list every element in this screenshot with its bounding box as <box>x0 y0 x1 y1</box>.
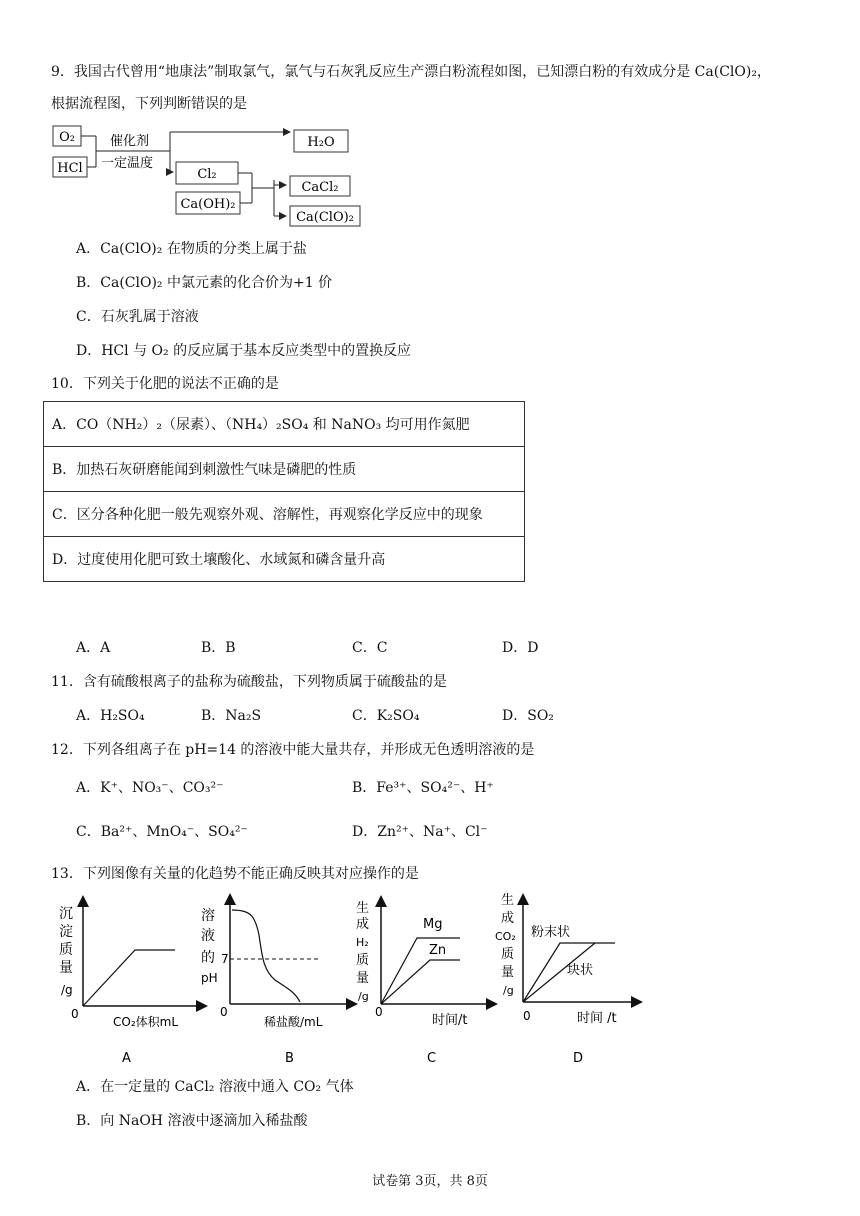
graph-c-zn-label: Zn <box>429 943 447 958</box>
q9-option-c: C．石灰乳属于溶液 <box>76 309 199 325</box>
graph-a-ylabel-3: 质 <box>59 942 73 958</box>
o2-label: O₂ <box>59 130 75 145</box>
q10-answer-b: B．B <box>201 640 236 656</box>
temperature-label: 一定温度 <box>101 156 154 171</box>
cacl2-label: CaCl₂ <box>301 180 339 195</box>
graph-c <box>356 898 495 1066</box>
graph-d-xlabel: 时间 /t <box>577 1011 617 1026</box>
q13-option-a: A．在一定量的 CaCl₂ 溶液中通入 CO₂ 气体 <box>76 1079 354 1095</box>
graph-d-powder-label: 粉末状 <box>531 925 571 940</box>
graph-c-origin: 0 <box>375 1005 383 1019</box>
q11-stem: 11．含有硫酸根离子的盐称为硫酸盐，下列物质属于硫酸盐的是 <box>51 674 447 690</box>
graph-c-mg-label: Mg <box>423 917 443 932</box>
graph-b-seven: 7 <box>221 952 229 966</box>
graph-c-xlabel: 时间/t <box>432 1013 468 1028</box>
q12-option-a: A．K⁺、NO₃⁻、CO₃²⁻ <box>76 780 224 796</box>
graph-d-ylabel-1: 生 <box>501 893 515 908</box>
catalyst-label: 催化剂 <box>110 134 150 149</box>
q12-stem: 12．下列各组离子在 pH=14 的溶液中能大量共存，并形成无色透明溶液的是 <box>51 742 535 758</box>
q10-answer-a: A．A <box>76 640 111 656</box>
q10-row-a: A．CO（NH₂）₂（尿素）、（NH₄）₂SO₄ 和 NaNO₃ 均可用作氮肥 <box>44 402 525 447</box>
graph-d-ylabel-3: CO₂ <box>495 930 516 943</box>
graph-d-ylabel-5: 量 <box>501 965 515 980</box>
graph-c-ylabel-5: 量 <box>356 971 370 986</box>
graph-d <box>495 892 640 1066</box>
q10-answer-d: D．D <box>502 640 539 656</box>
q11-option-d: D．SO₂ <box>502 708 554 724</box>
graph-d-origin: 0 <box>523 1009 531 1023</box>
q13-option-b: B．向 NaOH 溶液中逐滴加入稀盐酸 <box>76 1113 308 1129</box>
q10-row-c: C．区分各种化肥一般先观察外观、溶解性，再观察化学反应中的现象 <box>44 492 525 537</box>
q10-row-d: D．过度使用化肥可致土壤酸化、水域氮和磷含量升高 <box>44 537 525 582</box>
q10-answer-c: C．C <box>352 640 388 656</box>
graph-d-ylabel-6: /g <box>503 984 514 997</box>
graph-c-ylabel-3: H₂ <box>356 936 369 949</box>
graph-d-ylabel-4: 质 <box>501 947 515 962</box>
caoh2-label: Ca(OH)₂ <box>180 197 236 212</box>
h2o-label: H₂O <box>307 135 335 150</box>
graph-a-origin: 0 <box>71 1007 79 1021</box>
graph-c-ylabel-6: /g <box>358 990 369 1003</box>
q9-flowchart <box>50 122 370 232</box>
graph-b-caption: B <box>285 1051 294 1066</box>
graph-b-curve <box>232 910 300 1002</box>
graph-d-block-label: 块状 <box>567 963 594 978</box>
q9-option-d: D．HCl 与 O₂ 的反应属于基本反应类型中的置换反应 <box>76 343 412 359</box>
q12-option-b: B．Fe³⁺、SO₄²⁻、H⁺ <box>352 780 494 796</box>
graph-a-caption: A <box>122 1051 131 1066</box>
graph-b-ylabel-4: pH <box>201 971 218 985</box>
graph-a-ylabel-5: /g <box>61 983 73 997</box>
q11-option-b: B．Na₂S <box>201 708 262 724</box>
caclo2-label: Ca(ClO)₂ <box>296 210 354 225</box>
q13-graphs <box>55 890 645 1070</box>
graph-a-curve <box>83 950 175 1006</box>
graph-c-ylabel-1: 生 <box>356 901 370 916</box>
q11-option-a: A．H₂SO₄ <box>76 708 145 724</box>
graph-a-ylabel-1: 沉 <box>59 906 73 922</box>
graph-c-ylabel-4: 质 <box>356 953 370 968</box>
graph-d-caption: D <box>573 1051 584 1066</box>
q11-option-c: C．K₂SO₄ <box>352 708 420 724</box>
graph-b-origin: 0 <box>220 1005 228 1019</box>
q10-row-b: B．加热石灰研磨能闻到刺激性气味是磷肥的性质 <box>44 447 525 492</box>
q10-stem: 10．下列关于化肥的说法不正确的是 <box>51 376 279 392</box>
graph-b-ylabel-1: 溶 <box>201 908 215 924</box>
q10-table <box>43 401 525 582</box>
q12-option-c: C．Ba²⁺、MnO₄⁻、SO₄²⁻ <box>76 824 248 840</box>
graph-c-caption: C <box>427 1051 437 1066</box>
graph-b-xlabel: 稀盐酸/mL <box>264 1015 323 1029</box>
graph-a-ylabel-4: 量 <box>59 960 73 976</box>
graph-a <box>59 898 205 1066</box>
cl2-label: Cl₂ <box>197 167 217 182</box>
page-footer: 试卷第 3页，共 8页 <box>372 1174 488 1189</box>
q9-stem-line1: 9．我国古代曾用“地康法”制取氯气，氯气与石灰乳反应生产漂白粉流程如图，已知漂白粉的有效成分是 Ca(ClO)₂， <box>51 64 771 80</box>
q9-stem-line2: 根据流程图，下列判断错误的是 <box>51 96 247 112</box>
graph-b-ylabel-3: 的 <box>201 950 215 966</box>
graph-c-ylabel-2: 成 <box>356 917 370 932</box>
graph-a-xlabel: CO₂体积mL <box>113 1015 179 1029</box>
q9-option-b: B．Ca(ClO)₂ 中氯元素的化合价为+1 价 <box>76 275 333 291</box>
graph-a-ylabel-2: 淀 <box>59 924 73 940</box>
q9-option-a: A．Ca(ClO)₂ 在物质的分类上属于盐 <box>76 241 307 257</box>
graph-b-ylabel-2: 液 <box>201 928 215 944</box>
graph-b <box>201 896 355 1066</box>
hcl-label: HCl <box>57 161 83 176</box>
graph-d-ylabel-2: 成 <box>501 911 515 926</box>
q12-option-d: D．Zn²⁺、Na⁺、Cl⁻ <box>352 824 488 840</box>
q13-stem: 13．下列图像有关量的化趋势不能正确反映其对应操作的是 <box>51 866 419 882</box>
